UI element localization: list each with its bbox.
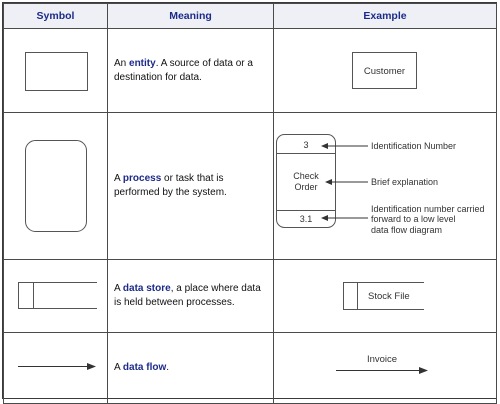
example-cell-data-flow bbox=[274, 333, 497, 404]
annot-ref-line3: data flow diagram bbox=[371, 225, 443, 235]
meaning-cell-data-flow: A data flow. bbox=[108, 333, 274, 404]
meaning-cell-entity: An entity. A source of data or a destination for data. bbox=[108, 29, 274, 113]
annot-id: Identification Number bbox=[371, 141, 457, 151]
annot-ref-line1: Identification number carried bbox=[371, 204, 485, 214]
process-example bbox=[274, 113, 497, 259]
data-store-example bbox=[274, 260, 497, 332]
header-row bbox=[4, 4, 497, 29]
meaning-cell-process: A process or task that is performed by the system. bbox=[108, 113, 274, 260]
data-flow-symbol bbox=[4, 333, 108, 403]
process-id: 3 bbox=[303, 140, 309, 150]
dfd-symbol-legend-table bbox=[3, 3, 497, 404]
table-row-entity bbox=[4, 29, 497, 113]
entity-symbol bbox=[4, 29, 108, 112]
table-row-data-flow bbox=[4, 333, 497, 404]
entity-example-label: Customer bbox=[363, 66, 406, 77]
data-flow-example-label: Invoice bbox=[366, 354, 398, 365]
data-flow-example bbox=[274, 333, 497, 403]
example-cell-process bbox=[274, 113, 497, 260]
annot-brief: Brief explanation bbox=[371, 177, 439, 187]
process-name-line1: Check bbox=[293, 171, 319, 181]
header-meaning: Meaning bbox=[108, 4, 274, 29]
keyword-data-flow: data flow bbox=[122, 362, 167, 373]
process-symbol bbox=[4, 113, 108, 259]
process-ref: 3.1 bbox=[299, 214, 313, 224]
symbol-cell-data-store bbox=[4, 260, 108, 333]
annot-ref-line2: forward to a low level bbox=[371, 214, 456, 224]
process-name-line2: Order bbox=[294, 182, 318, 192]
symbol-cell-entity bbox=[4, 29, 108, 113]
keyword-data-store: data store bbox=[122, 283, 171, 294]
table-row-process bbox=[4, 113, 497, 260]
table-row-data-store bbox=[4, 260, 497, 333]
entity-example bbox=[274, 29, 497, 112]
keyword-entity: entity bbox=[129, 57, 156, 69]
header-symbol: Symbol bbox=[4, 4, 108, 29]
symbol-cell-data-flow bbox=[4, 333, 108, 404]
data-store-symbol bbox=[4, 260, 108, 332]
meaning-cell-data-store: A data store, a place where data is held between processes. bbox=[108, 260, 274, 333]
example-cell-entity bbox=[274, 29, 497, 113]
keyword-process: process bbox=[122, 173, 162, 184]
symbol-cell-process bbox=[4, 113, 108, 260]
header-example: Example bbox=[274, 4, 497, 29]
example-cell-data-store bbox=[274, 260, 497, 333]
data-store-example-label: Stock File bbox=[368, 291, 410, 302]
